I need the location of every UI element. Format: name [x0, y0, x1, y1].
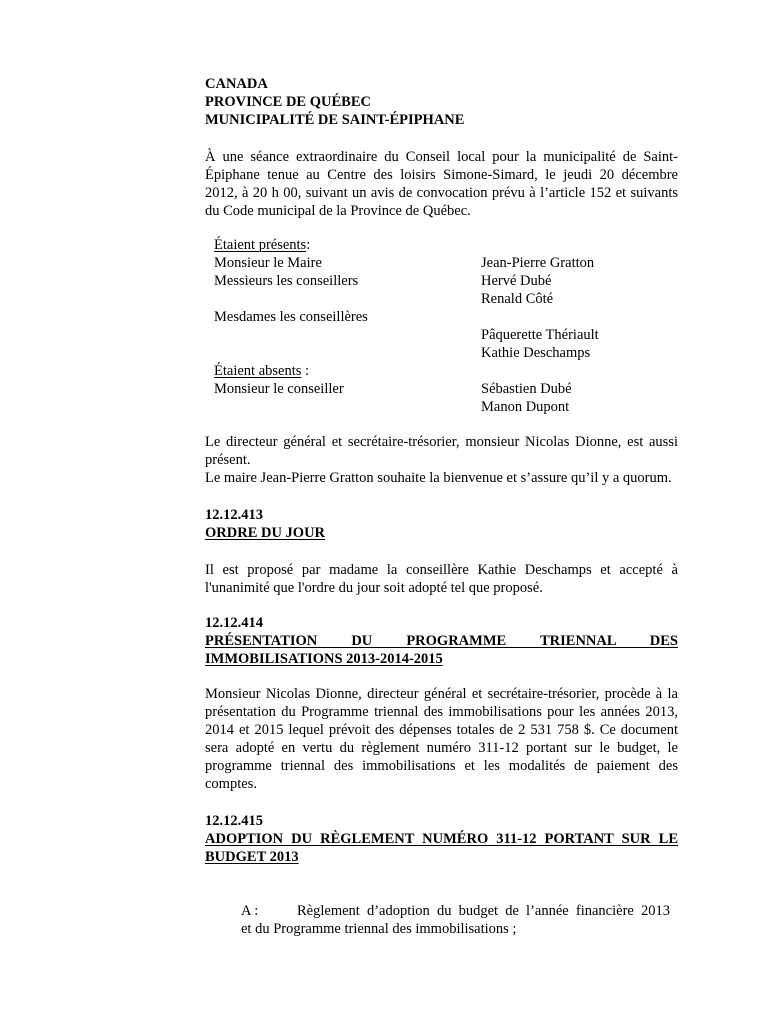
attendance-row-absent — [205, 380, 678, 398]
attendance-name: Jean-Pierre Gratton — [481, 255, 595, 271]
paragraph-line: 2012, à 20 h 00, suivant un avis de convocation prévu à l’article 152 et suivants — [205, 185, 678, 201]
resolution-title — [205, 524, 678, 542]
resolution-title — [205, 848, 678, 866]
attendance-name: Sébastien Dubé — [481, 381, 572, 397]
attendance-name: Hervé Dubé — [481, 273, 552, 289]
resolution-title-text: ORDRE DU JOUR — [205, 525, 326, 541]
attendance-block — [205, 236, 678, 416]
resolution-title: ADOPTION DU RÈGLEMENT NUMÉRO 311-12 PORTANT SUR LE — [205, 831, 678, 847]
paragraph-line: Monsieur Nicolas Dionne, directeur général et secrétaire-trésorier, procède à la — [205, 686, 678, 702]
paragraph-line: Il est proposé par madame la conseillère Kathie Deschamps et accepté à — [205, 562, 678, 578]
intro-paragraph — [205, 148, 678, 220]
attendance-role: Monsieur le Maire — [214, 255, 322, 271]
attendance-name: Renald Côté — [481, 291, 554, 307]
attendance-role: Mesdames les conseillères — [214, 309, 368, 325]
paragraph-line: 2014 et 2015 lequel prévoit des dépenses totales de 2 531 758 $. Ce document — [205, 722, 678, 738]
resolution-body — [205, 561, 678, 597]
resolution-number: 12.12.413 — [205, 507, 263, 523]
item-first-line — [241, 902, 678, 920]
resolution-body — [205, 685, 678, 793]
attendance-name: Kathie Deschamps — [481, 345, 591, 361]
present-colon: : — [306, 237, 311, 253]
attendance-row-mayor — [205, 254, 678, 272]
paragraph-line: Le maire Jean-Pierre Gratton souhaite la bienvenue et s’assure qu’il y a quorum. — [205, 470, 672, 486]
attendance-row — [205, 326, 678, 344]
attendance-name: Manon Dupont — [481, 399, 570, 415]
resolution-heading — [205, 614, 678, 668]
resolution-number: 12.12.414 — [205, 615, 263, 631]
attendance-present-heading — [205, 236, 678, 254]
absent-label: Étaient absents — [214, 363, 302, 379]
paragraph-line: comptes. — [205, 776, 257, 792]
attendance-role: Monsieur le conseiller — [214, 381, 344, 397]
presence-note — [205, 433, 678, 487]
attendance-row — [205, 398, 678, 416]
resolution-heading — [205, 812, 678, 866]
attendance-row-councillors-m — [205, 272, 678, 290]
paragraph-line: sera adopté en vertu du règlement numéro 311-12 portant sur le budget, le — [205, 740, 678, 756]
header-country: CANADA — [205, 76, 268, 92]
paragraph-line: Le directeur général et secrétaire-trésorier, monsieur Nicolas Dionne, est aussi — [205, 434, 678, 450]
paragraph-line: présentation du Programme triennal des immobilisations pour les années 2013, — [205, 704, 678, 720]
item-text: et du Programme triennal des immobilisations ; — [241, 921, 517, 937]
resolution-title-text: IMMOBILISATIONS 2013-2014-2015 — [205, 651, 443, 667]
paragraph-line: du Code municipal de la Province de Québec. — [205, 203, 471, 219]
resolution-heading — [205, 506, 678, 542]
present-label: Étaient présents — [214, 237, 307, 253]
resolution-title-text: BUDGET 2013 — [205, 849, 299, 865]
item-label: A : — [241, 903, 259, 919]
attendance-absent-heading — [205, 362, 678, 380]
paragraph-line: programme triennal des immobilisations et les modalités de paiement des — [205, 758, 678, 774]
header-province: PROVINCE DE QUÉBEC — [205, 94, 371, 110]
document-header — [205, 75, 678, 129]
present-heading — [214, 236, 310, 254]
paragraph-line: présent. — [205, 452, 251, 468]
resolution-title — [205, 650, 678, 668]
absent-heading — [214, 362, 309, 380]
item-text: Règlement d’adoption du budget de l’année financière 2013 — [297, 903, 670, 919]
header-municipality: MUNICIPALITÉ DE SAINT-ÉPIPHANE — [205, 112, 465, 128]
attendance-name: Pâquerette Thériault — [481, 327, 599, 343]
attendance-row — [205, 344, 678, 362]
resolution-title: PRÉSENTATION DU PROGRAMME TRIENNAL DES — [205, 633, 678, 649]
attendance-row-councillors-f — [205, 308, 678, 326]
paragraph-line: À une séance extraordinaire du Conseil local pour la municipalité de Saint- — [205, 149, 678, 165]
paragraph-line: Épiphane tenue au Centre des loisirs Simone-Simard, le jeudi 20 décembre — [205, 167, 678, 183]
paragraph-line: l'unanimité que l'ordre du jour soit adopté tel que proposé. — [205, 580, 543, 596]
absent-colon: : — [301, 363, 310, 379]
resolution-number: 12.12.415 — [205, 813, 263, 829]
attendance-role: Messieurs les conseillers — [214, 273, 359, 289]
resolution-item — [241, 902, 678, 938]
attendance-row — [205, 290, 678, 308]
